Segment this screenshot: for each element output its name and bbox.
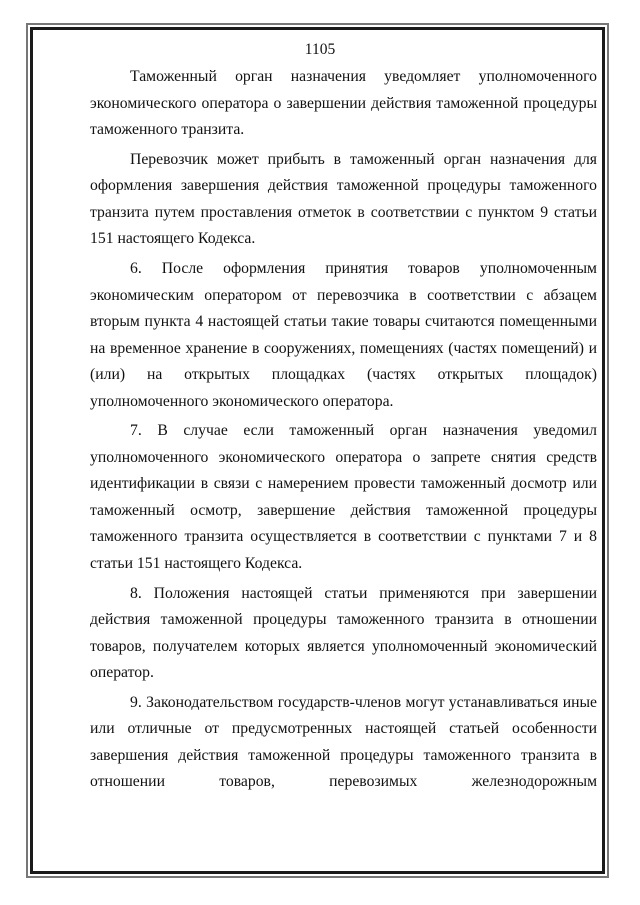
paragraph-2: Перевозчик может прибыть в таможенный орган назначения для оформления завершения действия таможенной процедуры таможенного транзита путем проставления отметок в соответствии с пунктом 9 статьи 151 настоящего Кодекса. bbox=[90, 150, 597, 248]
document-body bbox=[90, 64, 597, 799]
paragraph-6: 6. После оформления принятия товаров уполномоченным экономическим оператором от перевозчика в соответствии с абзацем вторым пункта 4 настоящей статьи такие товары считаются помещенными на временное хранение в сооружениях, помещениях (частях помещений) и (или) на открытых площадках (частях открытых площадок) уполномоченного экономического оператора. bbox=[90, 260, 597, 410]
paragraph-9: 9. Законодательством государств-членов могут устанавливаться иные или отличные от предусмотренных настоящей статьей особенности завершения действия таможенной процедуры таможенного транзита в отношении товаров, перевозимых железнодорожным bbox=[90, 693, 597, 791]
paragraph-8: 8. Положения настоящей статьи применяются при завершении действия таможенной процедуры таможенного транзита в отношении товаров, получателем которых является уполномоченный экономический оператор. bbox=[90, 584, 597, 682]
paragraph-1: Таможенный орган назначения уведомляет уполномоченного экономического оператора о завершении действия таможенной процедуры таможенного транзита. bbox=[90, 68, 597, 138]
paragraph-7: 7. В случае если таможенный орган назначения уведомил уполномоченного экономического оператора о запрете снятия средств идентификации в связи с намерением провести таможенный досмотр или таможенный осмотр, завершение действия таможенной процедуры таможенного транзита осуществляется в соответствии с пунктами 7 и 8 статьи 151 настоящего Кодекса. bbox=[90, 422, 597, 572]
page-number: 1105 bbox=[304, 41, 336, 58]
